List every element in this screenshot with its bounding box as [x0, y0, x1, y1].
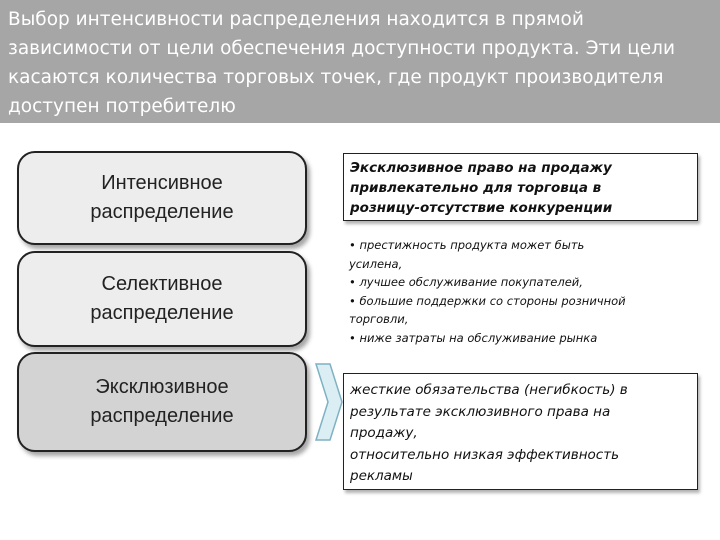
exclusive-right-line: Эксклюзивное право на продажу: [350, 160, 612, 176]
selective-distribution-box: [17, 251, 307, 347]
disadvantage-line: относительно низкая эффективность: [350, 446, 620, 463]
exclusive-right-box: [343, 153, 698, 221]
header-text-line: касаются количества торговых точек, где продукт производителя: [8, 67, 664, 88]
pill-label: распределение: [90, 405, 234, 427]
advantage-line: • большие поддержки со стороны розничной: [349, 293, 626, 308]
exclusive-right-line: привлекательно для торговца в: [350, 180, 602, 196]
header-text-line: доступен потребителю: [8, 96, 236, 117]
advantage-line: • престижность продукта может быть: [349, 238, 585, 252]
pill-label: распределение: [90, 302, 234, 324]
advantage-line: • лучшее обслуживание покупателей,: [349, 275, 583, 289]
disadvantage-line: результате эксклюзивного права на: [350, 403, 611, 420]
header-banner: [0, 0, 720, 123]
advantages-list: [343, 234, 698, 349]
exclusive-right-line: розницу-отсутствие конкуренции: [350, 200, 613, 216]
exclusive-distribution-box: [17, 352, 307, 452]
disadvantage-line: рекламы: [350, 468, 413, 484]
header-text-line: Выбор интенсивности распределения находится в прямой: [8, 9, 584, 30]
right-arrow-icon: [314, 362, 344, 442]
pill-label: распределение: [90, 201, 234, 223]
header-text-line: зависимости от цели обеспечения доступности продукта. Эти цели: [8, 38, 676, 59]
pill-label: Эксклюзивное: [95, 376, 229, 398]
advantage-line: • ниже затраты на обслуживание рынка: [349, 330, 598, 345]
disadvantage-line: продажу,: [350, 425, 418, 441]
pill-label: Селективное: [101, 273, 223, 295]
pill-label: Интенсивное: [101, 172, 223, 194]
disadvantage-line: жесткие обязательства (негибкость) в: [350, 382, 628, 398]
advantage-line: торговли,: [349, 312, 409, 326]
intensive-distribution-box: [17, 151, 307, 245]
advantage-line: усилена,: [349, 256, 403, 271]
disadvantages-box: [343, 373, 698, 490]
